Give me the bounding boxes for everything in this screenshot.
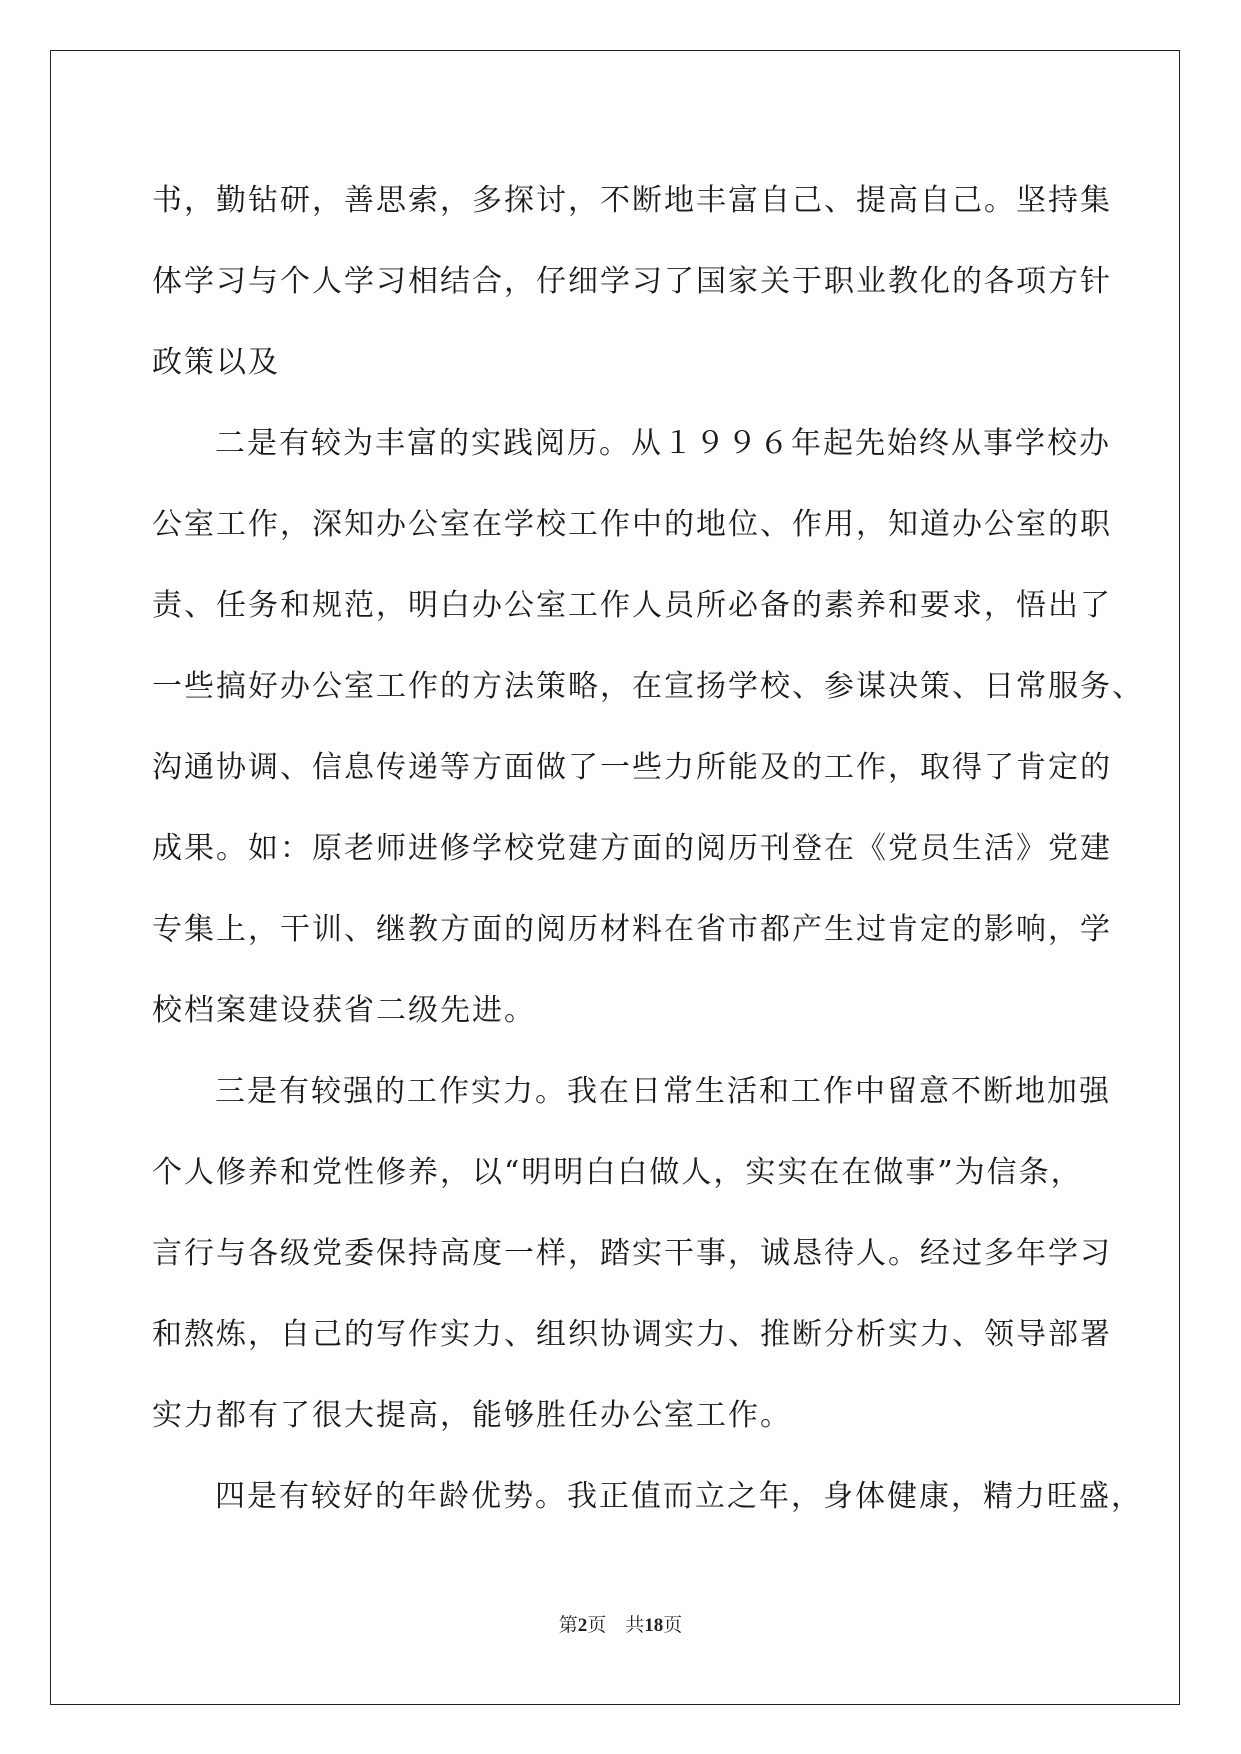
text-line: 沟通协调、信息传递等方面做了一些力所能及的工作，取得了肯定的 (152, 750, 1112, 785)
total-prefix: 共 (625, 1615, 645, 1636)
text-line: 公室工作，深知办公室在学校工作中的地位、作用，知道办公室的职 (152, 507, 1112, 542)
page-suffix: 页 (587, 1615, 607, 1636)
text-line: 和熬炼，自己的写作实力、组织协调实力、推断分析实力、领导部署 (152, 1317, 1112, 1352)
text-line: 四是有较好的年龄优势。我正值而立之年，身体健康，精力旺盛， (215, 1479, 1143, 1514)
text-line: 三是有较强的工作实力。我在日常生活和工作中留意不断地加强 (215, 1074, 1111, 1109)
total-pages: 18 (644, 1615, 664, 1636)
page-footer (0, 1614, 1241, 1638)
text-line: 校档案建设获省二级先进。 (152, 993, 536, 1028)
page-number: 2 (577, 1615, 588, 1636)
total-suffix: 页 (663, 1615, 683, 1636)
text-line: 二是有较为丰富的实践阅历。从１９９６年起先始终从事学校办 (215, 426, 1111, 461)
text-line: 书，勤钻研，善思索，多探讨，不断地丰富自己、提高自己。坚持集 (152, 183, 1112, 218)
text-line: 体学习与个人学习相结合，仔细学习了国家关于职业教化的各项方针 (152, 264, 1112, 299)
text-line: 言行与各级党委保持高度一样，踏实干事，诚恳待人。经过多年学习 (152, 1236, 1112, 1271)
paragraph (152, 160, 1112, 403)
text-line: 一些搞好办公室工作的方法策略，在宣扬学校、参谋决策、日常服务、 (152, 669, 1144, 704)
text-line: 个人修养和党性修养，以“明明白白做人，实实在在做事”为信条， (152, 1155, 1083, 1190)
text-line: 责、任务和规范，明白办公室工作人员所必备的素养和要求，悟出了 (152, 588, 1112, 623)
paragraph (152, 1051, 1112, 1456)
text-line: 政策以及 (152, 345, 280, 380)
page-prefix: 第 (558, 1615, 578, 1636)
document-body (152, 160, 1144, 1537)
paragraph (152, 1456, 1143, 1537)
paragraph (152, 403, 1144, 1051)
text-line: 成果。如：原老师进修学校党建方面的阅历刊登在《党员生活》党建 (152, 831, 1112, 866)
text-line: 专集上，干训、继教方面的阅历材料在省市都产生过肯定的影响，学 (152, 912, 1112, 947)
text-line: 实力都有了很大提高，能够胜任办公室工作。 (152, 1398, 792, 1433)
